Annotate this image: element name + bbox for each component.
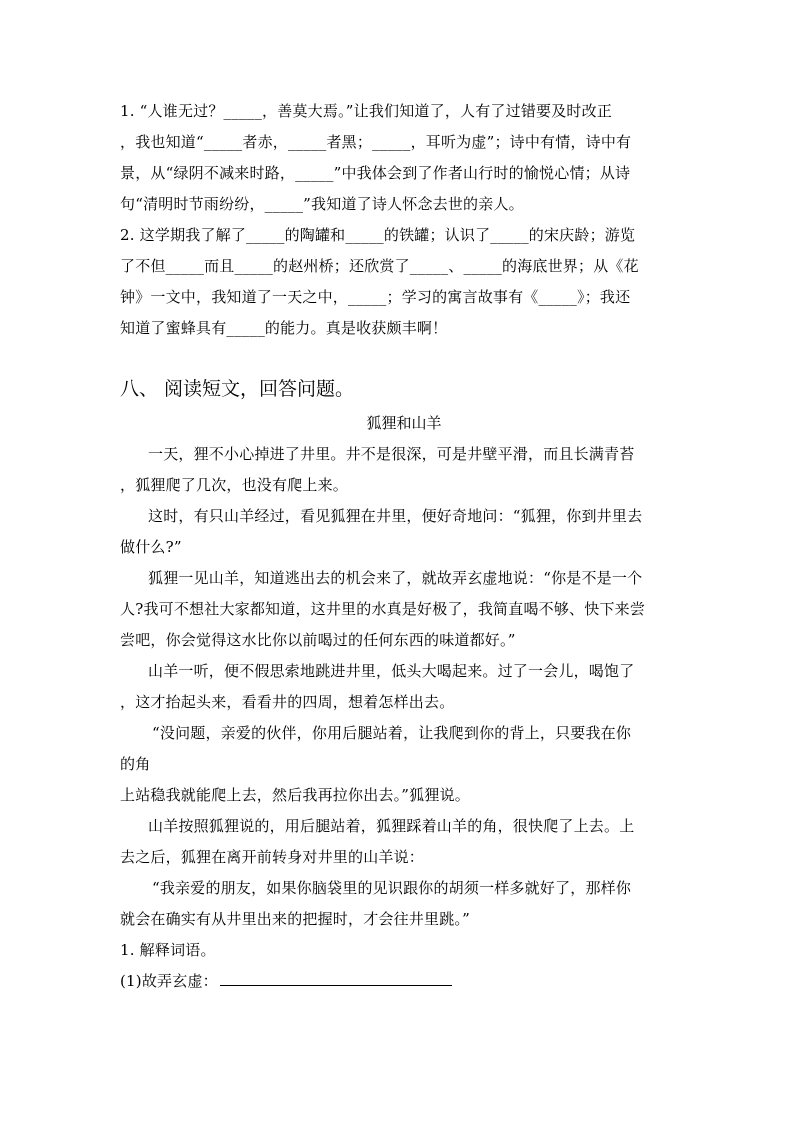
fill-in-question-2 [120,220,680,344]
text-line: 2. 这学期我了解了_____的陶罐和_____的铁罐；认识了_____的宋庆龄；游览 [120,226,636,244]
paragraph-line: ，狐狸爬了几次，也没有爬上来。 [120,476,349,494]
text-line: 钟》一文中，我知道了一天之中，_____；学习的寓言故事有《_____》；我还 [120,288,631,306]
text-line: 1. “人谁无过？_____，善莫大焉。”让我们知道了，人有了过错要及时改正 [120,102,613,120]
paragraph-line: 狐狸一见山羊，知道逃出去的机会来了，就故弄玄虚地说：“你是不是一个 [148,569,643,587]
sub-question-label: (1)故弄玄虚： [120,972,218,990]
fill-in-question-1 [120,96,680,220]
paragraph-line: 的角 [120,755,151,773]
paragraph-line: 山羊一听，便不假思索地跳进井里，低头大喝起来。过了一会儿，喝饱了 [148,662,635,680]
story-title: 狐狸和山羊 [366,414,442,432]
paragraph-line: 做什么?” [120,538,182,556]
text-line: ，我也知道“_____者赤，_____者黑；_____，耳听为虚”；诗中有情，诗中有 [120,133,632,151]
paragraph-line: “我亲爱的朋友，如果你脑袋里的见识跟你的胡须一样多就好了，那样你 [152,879,632,897]
paragraph-line: 人?我可不想社大家都知道，这井里的水真是好极了，我简直喝不够、快下来尝 [120,600,646,618]
paragraph-line: 尝吧，你会觉得这水比你以前喝过的任何东西的味道都好。” [120,631,516,649]
question-label: 1. 解释词语。 [120,941,216,959]
story-body [120,439,680,935]
section-heading: 八、 阅读短文，回答问题。 [120,378,355,400]
answer-blank[interactable] [220,969,452,986]
paragraph-line: 一天，狸不小心掉进了井里。井不是很深，可是井壁平滑，而且长满青苔 [148,445,635,463]
reading-questions [120,935,680,997]
sub-question-row [120,966,680,997]
paragraph-line: “没问题，亲爱的伙伴，你用后腿站着，让我爬到你的背上，只要我在你 [152,724,632,742]
paragraph-line: 上站稳我就能爬上去，然后我再拉你出去。”狐狸说。 [120,786,470,804]
paragraph-line: 山羊按照狐狸说的，用后腿站着，狐狸踩着山羊的角，很快爬了上去。上 [148,817,635,835]
text-line: 句“清明时节雨纷纷，_____”我知道了诗人怀念去世的亲人。 [120,195,524,213]
worksheet-page [120,96,680,997]
paragraph-line: 这时，有只山羊经过，看见狐狸在井里，便好奇地问：“狐狸，你到井里去 [148,507,643,525]
text-line: 了不但_____而且_____的赵州桥；还欣赏了_____、_____的海底世界；从《花 [120,257,639,275]
paragraph-line: 去之后，狐狸在离开前转身对井里的山羊说： [120,848,425,866]
paragraph-line: 就会在确实有从井里出来的把握时，才会往井里跳。” [120,910,470,928]
text-line: 知道了蜜蜂具有_____的能力。真是收获颇丰啊！ [120,319,448,337]
paragraph-line: ，这才抬起头来，看看井的四周，想着怎样出去。 [120,693,455,711]
text-line: 景，从“绿阴不减来时路，_____”中我体会到了作者山行时的愉悦心情；从诗 [120,164,631,182]
